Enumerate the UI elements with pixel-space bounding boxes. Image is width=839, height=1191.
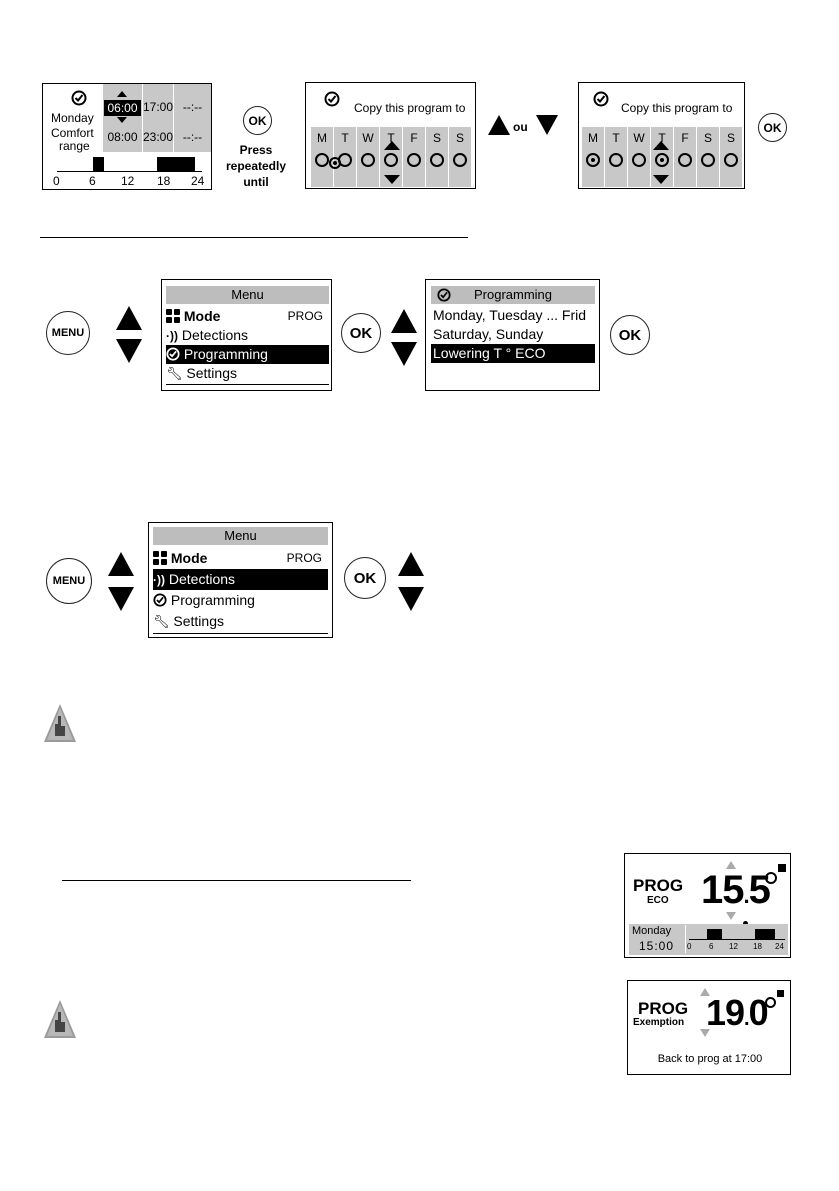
range-label: range bbox=[59, 139, 90, 153]
up-arrow-icon[interactable] bbox=[488, 115, 510, 135]
wrench-icon: 🔧︎ bbox=[153, 614, 170, 629]
detection-waves-icon: ·)) bbox=[166, 329, 178, 343]
time-label: 15:00 bbox=[639, 939, 675, 953]
programming-display-monday bbox=[42, 83, 212, 190]
pointing-hand-note-icon bbox=[42, 702, 78, 746]
timeline-strip bbox=[629, 924, 788, 955]
copy-label: Copy this program to bbox=[621, 101, 733, 115]
ok-button[interactable]: OK bbox=[610, 315, 650, 355]
day-label: Monday bbox=[51, 111, 94, 125]
time-cell: 23:00 bbox=[143, 130, 174, 144]
detection-waves-icon: ·)) bbox=[153, 573, 165, 587]
programming-item[interactable]: Saturday, Sunday bbox=[433, 326, 544, 342]
comfort-block bbox=[157, 157, 195, 171]
menu-item-programming[interactable]: Programming bbox=[153, 591, 328, 610]
programming-item-selected[interactable]: Lowering T ° ECO bbox=[431, 344, 595, 363]
time-cell: --:-- bbox=[182, 130, 203, 144]
axis-tick: 24 bbox=[775, 942, 784, 951]
timeline-axis bbox=[57, 171, 202, 172]
mode-icon bbox=[153, 551, 167, 565]
axis-tick: 12 bbox=[121, 174, 135, 188]
down-arrow-icon[interactable] bbox=[116, 339, 142, 363]
down-arrow-icon[interactable] bbox=[391, 342, 417, 366]
menu-item-detections[interactable]: ·)) Detections bbox=[166, 327, 249, 343]
eco-display bbox=[624, 853, 791, 958]
pointing-hand-note-icon bbox=[42, 998, 78, 1042]
mode-value: PROG bbox=[286, 551, 322, 565]
mode-icon bbox=[166, 309, 180, 323]
copy-label: Copy this program to bbox=[354, 101, 466, 115]
programming-item[interactable]: Monday, Tuesday ... Frid bbox=[433, 307, 587, 323]
divider bbox=[62, 880, 411, 881]
axis-tick: 24 bbox=[191, 174, 205, 188]
menu-display-2 bbox=[148, 522, 333, 638]
menu-item-detections[interactable]: ·)) Detections bbox=[153, 569, 328, 590]
ok-button[interactable]: OK bbox=[344, 557, 386, 599]
up-arrow-icon[interactable] bbox=[108, 552, 134, 576]
mode-prog: PROG bbox=[638, 999, 689, 1018]
or-label: ou bbox=[513, 120, 528, 134]
ok-button[interactable]: OK bbox=[243, 106, 272, 135]
degree-symbol bbox=[765, 872, 777, 884]
clock-check-icon bbox=[71, 90, 87, 106]
ok-button[interactable]: OK bbox=[758, 113, 787, 142]
comfort-label: Comfort bbox=[51, 126, 94, 140]
menu-button[interactable]: MENU bbox=[46, 311, 90, 355]
clock-check-icon bbox=[166, 347, 180, 361]
menu-display bbox=[161, 279, 332, 391]
down-arrow-icon[interactable] bbox=[398, 587, 424, 611]
axis-tick: 6 bbox=[709, 942, 714, 951]
axis-tick: 18 bbox=[157, 174, 171, 188]
menu-item-mode[interactable]: Mode PROG bbox=[166, 307, 329, 326]
press-instruction: Press repeatedly until bbox=[225, 143, 287, 189]
comfort-block bbox=[707, 929, 722, 939]
status-square bbox=[778, 864, 786, 872]
day-label: Monday bbox=[632, 925, 672, 937]
menu-item-settings[interactable]: 🔧︎ Settings bbox=[166, 365, 237, 381]
menu-item-mode[interactable]: Mode PROG bbox=[153, 549, 328, 568]
menu-button[interactable]: MENU bbox=[46, 558, 92, 604]
axis-tick: 18 bbox=[753, 942, 762, 951]
clock-check-icon bbox=[324, 91, 340, 107]
day-selector: M T W T F S S bbox=[310, 127, 471, 187]
mode-value: PROG bbox=[287, 309, 323, 323]
degree-symbol bbox=[765, 997, 776, 1008]
axis-tick: 12 bbox=[729, 942, 738, 951]
axis-tick: 6 bbox=[89, 174, 96, 188]
down-arrow-icon[interactable] bbox=[108, 587, 134, 611]
copy-program-display bbox=[305, 82, 476, 189]
time-cell: 08:00 bbox=[107, 130, 138, 144]
programming-title: Programming bbox=[431, 286, 595, 304]
clock-check-icon bbox=[153, 593, 167, 607]
mode-sub-exemption: Exemption bbox=[633, 1017, 685, 1028]
time-cell-selected: 06:00 bbox=[104, 100, 141, 116]
clock-check-icon bbox=[437, 288, 451, 302]
clock-check-icon bbox=[593, 91, 609, 107]
menu-title: Menu bbox=[166, 286, 329, 304]
programming-menu-display bbox=[425, 279, 600, 391]
time-cell: 17:00 bbox=[143, 100, 174, 114]
axis-tick: 0 bbox=[687, 942, 692, 951]
time-cell: --:-- bbox=[182, 100, 203, 114]
day-selector: M T W T F S S bbox=[581, 127, 742, 187]
divider bbox=[40, 237, 468, 238]
menu-title: Menu bbox=[153, 527, 328, 545]
mode-sub-eco: ECO bbox=[647, 895, 669, 906]
copy-program-display-2 bbox=[578, 82, 745, 189]
mode-prog: PROG bbox=[633, 876, 684, 895]
ok-button[interactable]: OK bbox=[341, 313, 381, 353]
temperature-value: 19.0 bbox=[706, 992, 768, 1033]
temperature-value: 15.5 bbox=[701, 868, 770, 912]
comfort-block bbox=[755, 929, 775, 939]
down-arrow-icon[interactable] bbox=[536, 115, 558, 135]
axis-tick: 0 bbox=[53, 174, 60, 188]
wrench-icon: 🔧︎ bbox=[166, 366, 183, 381]
comfort-block bbox=[93, 157, 104, 171]
menu-item-settings[interactable]: 🔧︎ Settings bbox=[153, 613, 224, 629]
up-arrow-icon[interactable] bbox=[116, 306, 142, 330]
status-square bbox=[777, 990, 784, 997]
exemption-display bbox=[627, 980, 791, 1075]
back-to-prog-text: Back to prog at 17:00 bbox=[657, 1053, 763, 1065]
menu-item-programming[interactable]: Programming bbox=[166, 345, 329, 364]
up-arrow-icon[interactable] bbox=[391, 309, 417, 333]
up-arrow-icon[interactable] bbox=[398, 552, 424, 576]
